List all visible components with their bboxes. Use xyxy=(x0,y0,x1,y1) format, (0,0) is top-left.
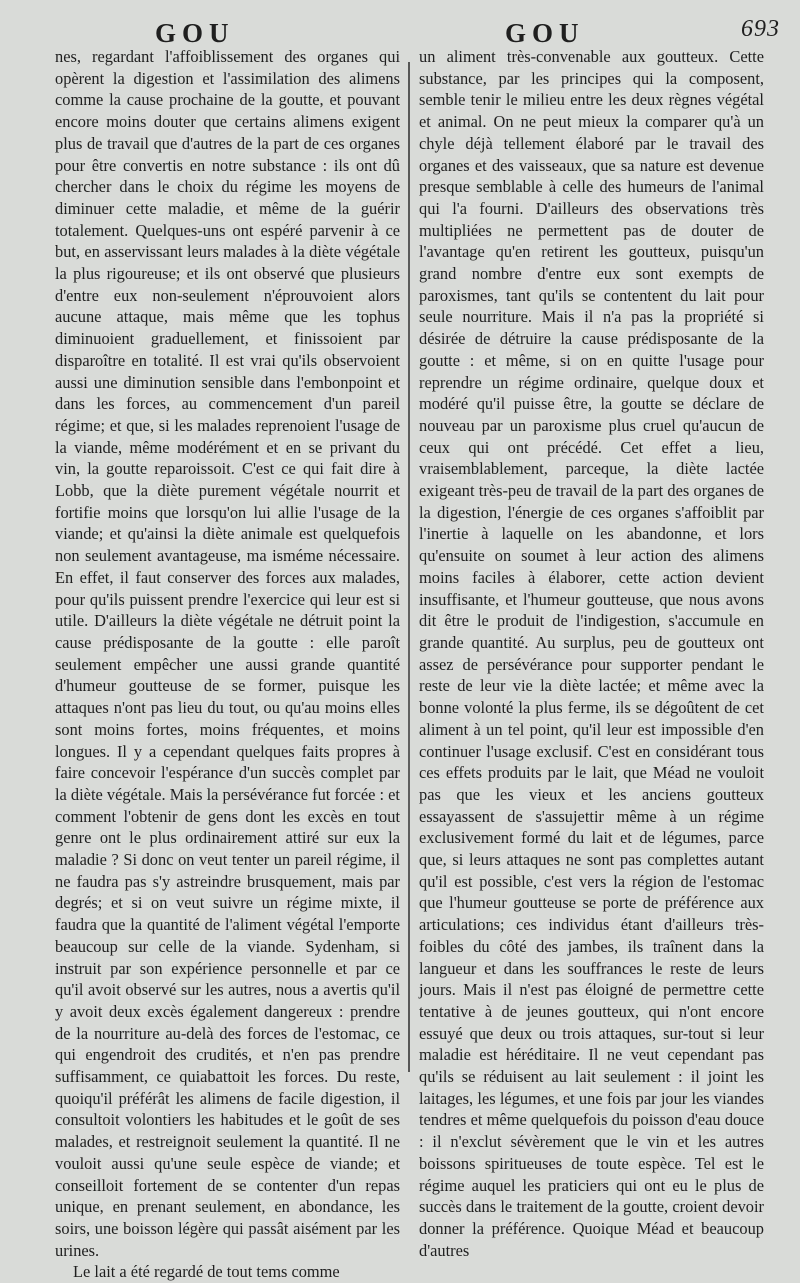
left-column xyxy=(55,46,400,1282)
right-paragraph-1: un aliment très-convenable aux goutteux. Cette substance, par les principes qui la composent, semble tenir le milieu entre les deux règnes végétal et animal. On ne peut mieux la comparer qu'à un chyle déjà tellement élaboré par le travail des organes et des vaisseaux, que sa nature est devenue presque semblable à celle des humeurs de l'animal qui l'a fourni. D'ailleurs des observations très multipliées ne permettent pas de douter de l'avantage qu'en retirent les goutteux, puisqu'un grand nombre d'entre eux sont exempts de paroxismes, tant qu'ils se contentent du lait pour seule nourriture. Mais il n'a pas la propriété si désirée de détruire la cause prédisposante de la goutte : et même, si on en quitte l'usage pour reprendre un régime ordinaire, quelque doux et modéré qu'il puisse être, la goutte se déclare de nouveau par un paroxisme plus cruel qu'aucun de ceux qui ont précédé. Cet effet a lieu, vraisemblablement, parceque, la diète lactée exigeant très-peu de travail de la part des organes de la digestion, l'énergie de ces organes s'affoiblit par l'inertie à laquelle on les abandonne, et lors qu'ensuite on soumet à leur action des alimens moins faciles à élaborer, cette action devient insuffisante, et l'humeur goutteuse, que nous avons dit être le produit de l'indigestion, s'accumule en grande quantité. Au surplus, peu de goutteux ont assez de persévérance pour supporter pendant le reste de leur vie la diète lactée; et même avec la bonne volonté la plus ferme, ils se dégoûtent de cet aliment à un tel point, qu'il leur est impossible d'en continuer l'usage exclusif. C'est en considérant tous ces effets produits par le lait, que Méad ne vouloit pas que les vieux et les anciens goutteux essayassent de s'assujettir même à un régime exclusivement formé du lait et de légumes, parce que, si leurs attaques ne sont pas complettes autant qu'il est possible, c'est vers la région de l'estomac que l'humeur goutteuse se porte de préférence aux articulations; ces individus étant d'ailleurs très-foibles du côté des jambes, ils traînent dans la langueur et dans les souffrances le reste de leurs jours. Mais il n'est pas éloigné de permettre cette tentative à de jeunes goutteux, qui n'ont encore essuyé que deux ou trois attaques, sur-tout si leur maladie est héréditaire. Il ne veut cependant pas qu'ils se réduisent au lait seulement : il joint les laitages, les légumes, et une fois par jour les viandes tendres et même quelquefois du poisson d'eau douce : il n'exclut sévèrement que le vin et les autres boissons spiritueuses de toute espèce. Tel est le régime auquel les praticiers qui ont eu le plus de succès dans le traitement de la goutte, croient devoir donner la préférence. Quoique Méad et beaucoup d'autres xyxy=(419,47,764,1260)
left-paragraph-2: Le lait a été regardé de tout tems comme xyxy=(73,1262,340,1282)
running-head-left: GOU xyxy=(155,18,235,48)
column-divider xyxy=(408,62,410,1072)
page-number: 693 xyxy=(741,16,780,42)
left-paragraph-1: nes, regardant l'affoiblissement des organes qui opèrent la digestion et l'assimilation des alimens comme la cause prochaine de la goutte, et pouvant encore moins douter que certains alimens exigent plus de travail que d'autres de la part de ces organes pour être convertis en notre substance : ils ont dû chercher dans le choix du régime les moyens de diminuer cette maladie, et même de la guérir totalement. Quelques-uns ont espéré parvenir à ce but, en asservissant leurs malades à la diète végétale la plus rigoureuse; et ils ont observé que plusieurs d'entre eux non-seulement n'éprouvoient alors aucune attaque, mais même que les tophus diminuoient graduellement, et finissoient par disparoître en totalité. Il est vrai qu'ils observoient aussi une diminution sensible dans l'embonpoint et dans les forces, au commencement d'un pareil régime; et que, si les malades reprenoient l'usage de la viande, même modérément et en se privant du vin, la goutte reparoissoit. C'est ce qui fait dire à Lobb, que la diète purement végétale nourrit et fortifie moins que lorsqu'on lui allie l'usage de la viande; et qu'ainsi la diète animale est quelquefois non seulement avantageuse, ma isméme nécessaire. En effet, il faut conserver des forces aux malades, pour qu'ils puissent prendre l'exercice qui leur est si utile. D'ailleurs la diète végétale ne détruit point la cause prédisposante de la goutte : elle paroît seulement empêcher une aussi grande quantité d'humeur goutteuse de se former, puisque les attaques n'ont pas lieu du tout, ou qu'au moins elles sont moins fortes, moins fréquentes, et moins longues. Il y a cependant quelques faits propres à faire concevoir l'espérance d'un succès complet par la diète végétale. Mais la persévérance fut forcée : et comment l'obtenir de gens dont les excès en tout genre ont le plus ordinairement attiré sur eux la maladie ? Si donc on veut tenter un pareil régime, il ne faudra pas s'y astreindre brusquement, mais par degrés; et si on veut suivre un régime mixte, il faudra que la quantité de l'aliment végétal l'emporte beaucoup sur celle de la viande. Sydenham, si instruit par son expérience personnelle et par ce qu'il avoit observé sur les autres, nous a avertis qu'il y avoit deux excès également dangereux : prendre de la nourriture au-delà des forces de l'estomac, ce qui engendroit des crudités, et n'en pas prendre suffisamment, ce quiabattoit les forces. Du reste, quoiqu'il préférât les alimens de facile digestion, il consultoit volontiers les habitudes et le goût de ses malades, et restreignoit seulement la quantité. Il ne vouloit aussi qu'une seule espèce de viande; et conseilloit fortement de se contenter d'un repas unique, en prenant seulement, en abondance, les soirs, une boisson légère qui passât aisément par les urines. xyxy=(55,47,400,1260)
running-head-right: GOU xyxy=(505,18,585,48)
right-column xyxy=(419,46,764,1260)
